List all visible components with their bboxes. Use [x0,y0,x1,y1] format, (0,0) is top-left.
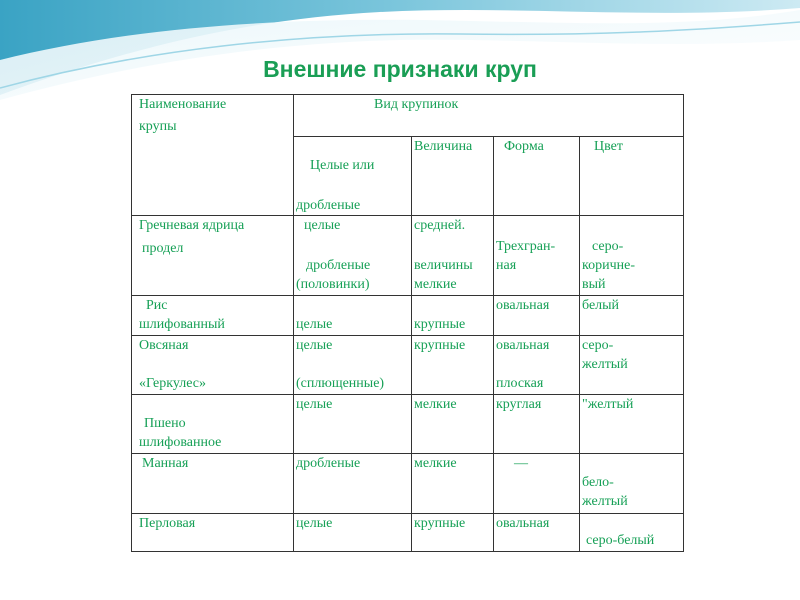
row-color-l2: коричне- [582,258,635,273]
row-kind-cell [294,336,412,395]
row-size-cell [412,296,494,336]
row-kind-l1: целые [296,317,333,332]
header-whole-l2: дробленые [296,198,361,213]
header-size-cell [412,137,494,216]
row-name-l1: Гречневая ядрица [139,218,245,233]
row-name-cell [132,296,294,336]
row-kind-cell [294,395,412,454]
row-color-l1: белый [582,298,620,313]
row-color-cell [580,514,684,552]
row-name-cell [132,395,294,454]
row-size-l1: крупные [414,317,466,332]
row-shape-cell [494,216,580,296]
row-shape-l1: овальная [496,516,550,531]
row-size-cell [412,395,494,454]
header-shape-cell [494,137,580,216]
row-name-l1: Пшено [144,416,186,431]
row-name-cell [132,514,294,552]
header-size: Величина [414,139,473,154]
row-size-l1: крупные [414,516,466,531]
table-header-row-top [132,95,684,137]
row-name-cell [132,216,294,296]
header-group-cell [294,95,684,137]
header-group-label: Вид крупинок [374,97,459,112]
row-size-cell [412,514,494,552]
row-shape-cell [494,395,580,454]
row-color-l2: желтый [582,494,628,509]
row-size-l1: средней. [414,218,466,233]
row-name-cell [132,454,294,514]
row-name-l2: «Геркулес» [139,376,206,391]
table-row [132,336,684,395]
row-name-cell [132,336,294,395]
row-size-cell [412,216,494,296]
row-name-l2: шлифованное [139,435,222,450]
row-shape-l1: Трехгран- [496,239,556,254]
row-color-cell [580,296,684,336]
header-whole-cell [294,137,412,216]
row-color-l1: серо-белый [586,533,655,548]
row-shape-cell [494,336,580,395]
header-color-cell [580,137,684,216]
row-size-l1: мелкие [414,397,457,412]
row-color-cell [580,454,684,514]
row-shape-l1: овальная [496,338,550,353]
row-color-l2: желтый [582,357,628,372]
row-color-cell [580,395,684,454]
row-kind-l1: целые [296,516,333,531]
row-color-l1: "желтый [582,397,634,412]
header-name-l2: крупы [139,119,177,134]
row-name-l1: Рис [146,298,168,313]
row-kind-l1: целые [304,218,341,233]
row-color-l1: бело- [582,475,614,490]
row-shape-l1: круглая [496,397,542,412]
row-kind-l1: целые [296,397,333,412]
row-shape-l2: плоская [496,376,544,391]
row-kind-l2: дробленые [306,258,371,273]
row-color-l3: вый [582,277,606,292]
table-row [132,395,684,454]
row-name-l1: Овсяная [139,338,189,353]
table-row [132,296,684,336]
row-size-l1: крупные [414,338,466,353]
row-kind-l3: (половинки) [296,277,370,292]
row-shape-l1: овальная [496,298,550,313]
row-name-l2: шлифованный [139,317,225,332]
row-size-l3: мелкие [414,277,457,292]
row-name-l2: продел [142,241,184,256]
row-shape-cell [494,514,580,552]
header-name-l1: Наименование [139,97,227,112]
table-row [132,454,684,514]
row-shape-l1: — [514,456,528,471]
table-row [132,514,684,552]
row-color-l1: серо- [582,338,614,353]
header-whole-l1: Целые или [310,158,375,173]
row-kind-cell [294,216,412,296]
row-color-cell [580,216,684,296]
row-size-cell [412,336,494,395]
row-kind-cell [294,454,412,514]
header-name-cell [132,95,294,216]
row-kind-l1: целые [296,338,333,353]
row-kind-cell [294,296,412,336]
row-name-l1: Манная [142,456,189,471]
row-kind-l2: (сплющенные) [296,376,385,391]
row-color-l1: серо- [592,239,624,254]
row-size-l2: величины [414,258,473,273]
row-color-cell [580,336,684,395]
page-title: Внешние признаки круп [263,56,537,82]
row-kind-l1: дробленые [296,456,361,471]
row-shape-cell [494,454,580,514]
table-row [132,216,684,296]
row-name-l1: Перловая [139,516,196,531]
row-size-l1: мелкие [414,456,457,471]
grain-table [131,94,684,552]
header-shape: Форма [504,139,544,154]
row-size-cell [412,454,494,514]
row-shape-l2: ная [496,258,517,273]
row-shape-cell [494,296,580,336]
header-color: Цвет [594,139,623,154]
row-kind-cell [294,514,412,552]
